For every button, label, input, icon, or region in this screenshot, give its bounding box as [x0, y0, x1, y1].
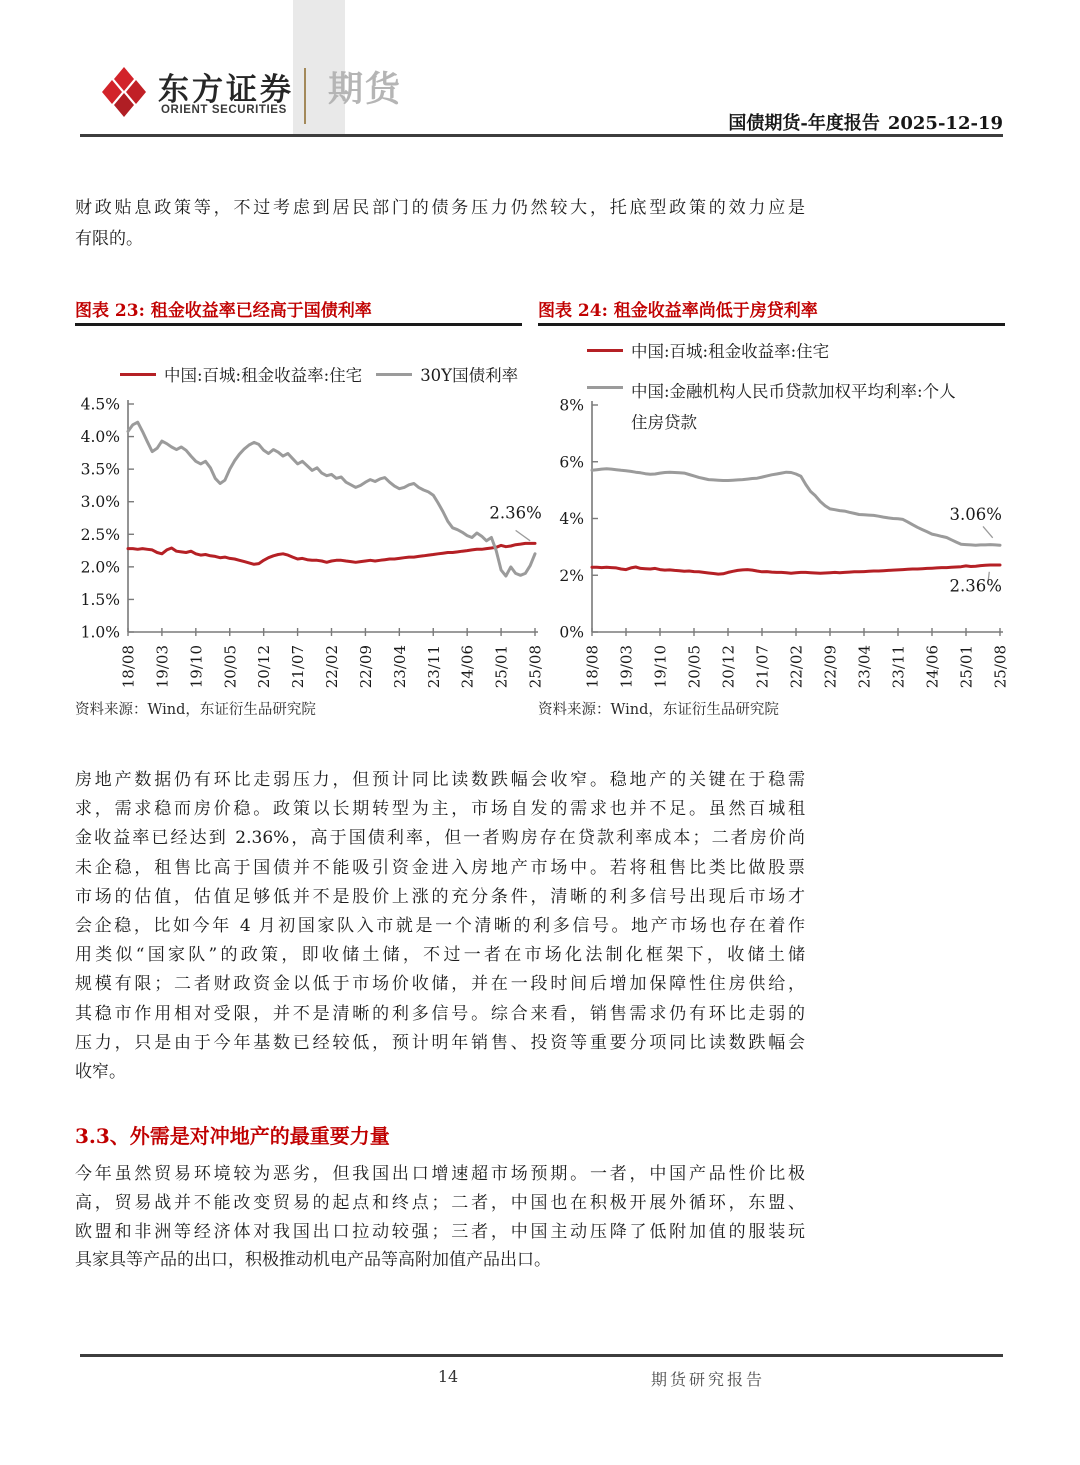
- svg-text:19/10: 19/10: [187, 645, 206, 689]
- svg-text:4.0%: 4.0%: [80, 428, 120, 447]
- legend-gray-line-sample: [587, 386, 623, 389]
- text-line: 未企稳，租售比高于国债并不能吸引资金进入房地产市场中。若将租售比类比做股票: [75, 857, 805, 878]
- legend-label-rental-yield: 中国:百城:租金收益率:住宅: [164, 366, 363, 385]
- svg-text:23/04: 23/04: [855, 645, 874, 689]
- text-line: 高，贸易战并不能改变贸易的起点和终点；二者，中国也在积极开展外循环，东盟、: [75, 1192, 805, 1213]
- paragraph-2: [75, 766, 805, 1087]
- svg-text:3.06%: 3.06%: [949, 504, 1002, 524]
- report-title-line: [728, 109, 1003, 135]
- paragraph-1: [75, 193, 805, 255]
- svg-text:3.0%: 3.0%: [80, 493, 120, 512]
- svg-text:2.5%: 2.5%: [80, 525, 120, 544]
- svg-text:23/11: 23/11: [889, 645, 908, 689]
- svg-text:2%: 2%: [559, 566, 584, 585]
- svg-text:2.36%: 2.36%: [489, 503, 542, 523]
- text-line: 市场的估值，估值足够低并不是股价上涨的充分条件，清晰的利多信号出现后市场才: [75, 886, 805, 907]
- legend-label-30y-bond: 30Y国债利率: [420, 366, 519, 385]
- svg-text:25/08: 25/08: [526, 645, 545, 689]
- svg-text:19/10: 19/10: [651, 645, 670, 689]
- chart-24-canvas: [538, 396, 1010, 701]
- svg-text:22/02: 22/02: [323, 645, 341, 689]
- svg-text:24/06: 24/06: [923, 645, 942, 689]
- orient-securities-logo-icon: [101, 66, 147, 124]
- text-line: 会企稳，比如今年 4 月初国家队入市就是一个清晰的利多信号。地产市场也存在着作: [75, 916, 805, 937]
- svg-text:25/01: 25/01: [492, 645, 511, 689]
- text-line: 欧盟和非洲等经济体对我国出口拉动较强；三者，中国主动压降了低附加值的服装玩: [75, 1221, 805, 1242]
- figure-24-source: 资料来源：Wind，东证衍生品研究院: [538, 702, 779, 718]
- legend-label-rental-yield: 中国:百城:租金收益率:住宅: [631, 342, 830, 361]
- figure-24: [538, 296, 1010, 726]
- svg-text:1.5%: 1.5%: [80, 590, 120, 609]
- text-line: 其稳市作用相对受限，并不是清晰的利多信号。综合来看，销售需求仍有环比走弱的: [75, 1003, 805, 1024]
- footer-report-type-label: 期货研究报告: [651, 1370, 766, 1389]
- svg-text:25/01: 25/01: [957, 645, 976, 689]
- paragraph-3: [75, 1160, 805, 1275]
- text-line: 规模有限；二者财政资金以低于市场价收储，并在一段时间后增加保障性住房供给，: [75, 974, 805, 995]
- header-rule: [80, 134, 1003, 137]
- svg-text:24/06: 24/06: [458, 645, 477, 689]
- svg-text:8%: 8%: [559, 396, 584, 415]
- svg-text:2.0%: 2.0%: [80, 558, 120, 577]
- text-line: 收窄。: [75, 1062, 126, 1083]
- text-line: 用类似“国家队”的政策，即收储土储，不过一者在市场化法制化框架下，收储土储: [75, 945, 805, 966]
- text-line: 今年虽然贸易环境较为恶劣，但我国出口增速超市场预期。一者，中国产品性价比极: [75, 1164, 805, 1184]
- figure-23-title-rule: [75, 323, 522, 326]
- figure-24-title-rule: [538, 323, 1005, 326]
- svg-text:20/05: 20/05: [221, 645, 240, 689]
- section-heading-3-3: 3.3、外需是对冲地产的最重要力量: [75, 1124, 390, 1148]
- figure-24-title: 图表 24: 租金收益率尚低于房贷利率: [538, 301, 818, 321]
- svg-text:23/11: 23/11: [424, 645, 443, 689]
- svg-text:1.0%: 1.0%: [80, 623, 120, 642]
- svg-text:18/08: 18/08: [583, 645, 602, 689]
- svg-text:22/02: 22/02: [787, 645, 806, 689]
- legend-gray-line-sample: [376, 373, 412, 376]
- svg-text:2.36%: 2.36%: [949, 576, 1002, 596]
- figure-24-legend-row-1: [587, 338, 829, 362]
- svg-text:22/09: 22/09: [821, 645, 840, 689]
- text-line: 金收益率已经达到 2.36%，高于国债利率，但一者购房存在贷款利率成本；二者房价尚: [75, 828, 805, 849]
- figure-23: [75, 296, 545, 726]
- svg-text:23/04: 23/04: [390, 645, 409, 689]
- text-line: 压力，只是由于今年基数已经较低，预计明年销售、投资等重要分项同比读数跌幅会: [75, 1032, 805, 1053]
- chart-23-canvas: [75, 395, 545, 701]
- text-line: 求，需求稳而房价稳。政策以长期转型为主，市场自发的需求也并不足。虽然百城租: [75, 799, 805, 820]
- svg-text:3.5%: 3.5%: [80, 460, 120, 479]
- footer-rule: [80, 1354, 1003, 1357]
- svg-text:19/03: 19/03: [617, 645, 636, 689]
- svg-text:19/03: 19/03: [153, 645, 172, 689]
- svg-text:22/09: 22/09: [356, 645, 375, 689]
- legend-red-line-sample: [120, 373, 156, 376]
- svg-text:4.5%: 4.5%: [80, 395, 120, 414]
- svg-text:4%: 4%: [559, 510, 584, 528]
- report-date: 2025-12-19: [887, 113, 1003, 134]
- svg-text:21/07: 21/07: [289, 645, 308, 689]
- svg-text:18/08: 18/08: [119, 645, 138, 689]
- legend-red-line-sample: [587, 349, 623, 352]
- report-title: 国债期货-年度报告: [728, 113, 880, 134]
- svg-text:25/08: 25/08: [991, 645, 1010, 689]
- brand-name-cn: 东方证券: [158, 72, 294, 107]
- text-line: 有限的。: [75, 229, 143, 249]
- header-divider: [304, 68, 306, 124]
- brand-name-en: ORIENT SECURITIES: [161, 104, 287, 116]
- figure-23-source: 资料来源：Wind，东证衍生品研究院: [75, 702, 316, 718]
- svg-text:0%: 0%: [559, 623, 584, 642]
- figure-23-legend: [120, 362, 518, 386]
- svg-text:20/05: 20/05: [685, 645, 704, 689]
- division-label: 期货: [328, 70, 403, 109]
- svg-text:21/07: 21/07: [753, 645, 772, 689]
- svg-text:6%: 6%: [559, 453, 584, 472]
- text-line: 具家具等产品的出口，积极推动机电产品等高附加值产品出口。: [75, 1250, 551, 1271]
- legend-label-mortgage-line1: 中国:金融机构人民币贷款加权平均利率:个人: [631, 382, 956, 401]
- text-line: 财政贴息政策等，不过考虑到居民部门的债务压力仍然较大，托底型政策的效力应是: [75, 198, 805, 218]
- page-number: 14: [437, 1367, 459, 1386]
- legend-label-mortgage-line2: 住房贷款: [631, 413, 697, 432]
- text-line: 房地产数据仍有环比走弱压力，但预计同比读数跌幅会收窄。稳地产的关键在于稳需: [75, 770, 805, 790]
- svg-text:20/12: 20/12: [719, 645, 738, 689]
- figure-23-title: 图表 23: 租金收益率已经高于国债利率: [75, 301, 372, 321]
- svg-text:20/12: 20/12: [255, 645, 274, 689]
